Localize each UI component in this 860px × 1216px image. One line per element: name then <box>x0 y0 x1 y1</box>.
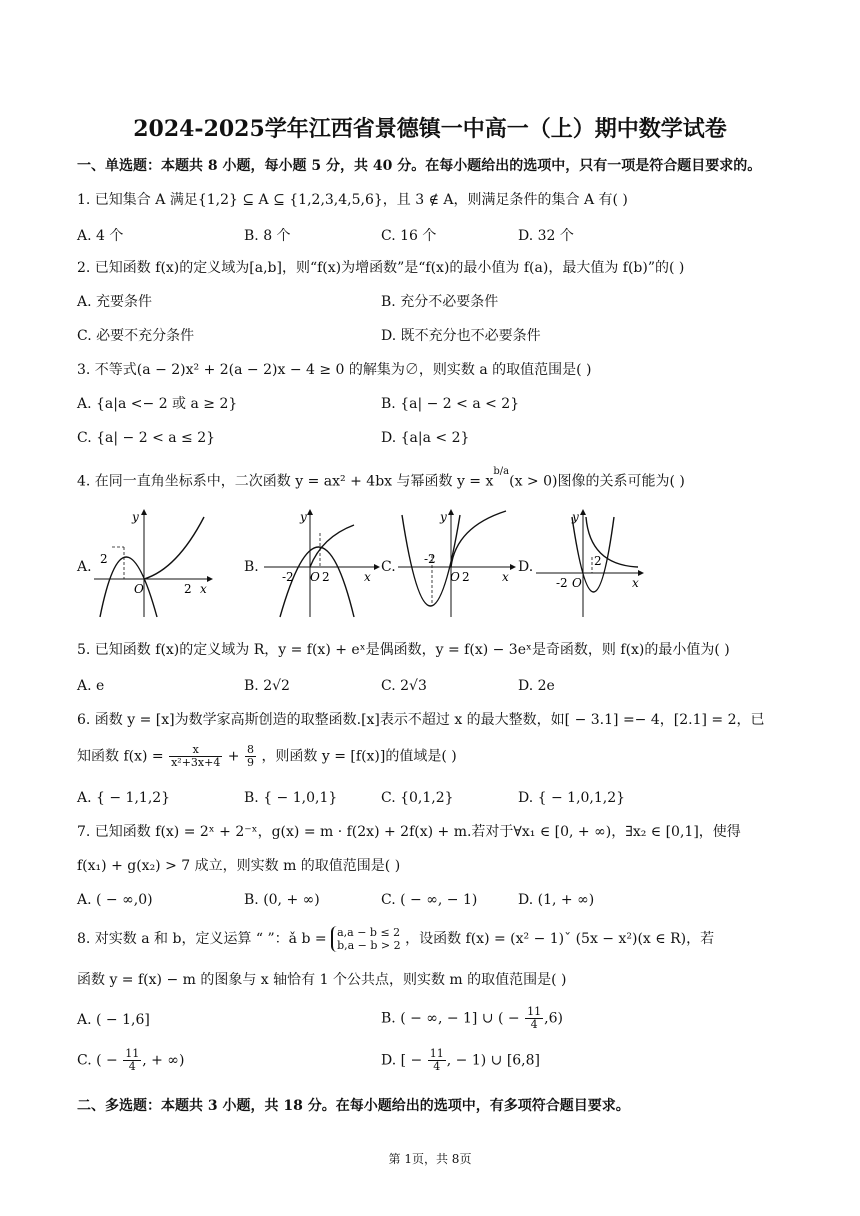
q8-optd-part-a: D. [ − <box>381 1052 423 1069</box>
q4-graph-b <box>262 507 382 621</box>
graph-b-y: y <box>300 510 307 524</box>
section-1-heading: 一、单选题：本题共 8 小题，每小题 5 分，共 40 分。在每小题给出的选项中，只有一项是符合题目要求的。 <box>77 158 762 174</box>
graph-b-origin: O <box>310 570 320 584</box>
q8-optd-part-b: , − 1) ∪ [6,8] <box>446 1052 541 1069</box>
q8-optb-num: 11 <box>527 1005 542 1018</box>
question-8-stem-line-2: 函数 y = f(x) − m 的图象与 x 轴恰有 1 个公共点，则实数 m 的取值范围是( ) <box>77 972 567 988</box>
q4-graph-c <box>396 507 518 621</box>
q1-option-b[interactable]: B. 8 个 <box>244 228 291 244</box>
graph-c-x: x <box>502 570 509 584</box>
graph-a-y: y <box>132 510 139 524</box>
question-1-stem: 1. 已知集合 A 满足{1,2} ⊆ A ⊆ {1,2,3,4,5,6}，且 3 ∉ A，则满足条件的集合 A 有( ) <box>77 192 628 208</box>
q5-option-d[interactable]: D. 2e <box>518 678 555 694</box>
q8-case-2: b,a − b > 2 <box>337 939 401 952</box>
graph-b-x: x <box>364 570 371 584</box>
question-4-stem <box>77 468 685 492</box>
q6-stem-part-a: 知函数 f(x) = <box>77 748 164 765</box>
q4-stem-part-b: (x > 0)图像的关系可能为( ) <box>509 473 685 490</box>
q8-optc-part-a: C. ( − <box>77 1052 118 1069</box>
q2-option-c[interactable]: C. 必要不充分条件 <box>77 328 195 344</box>
graph-b-label-1: -2 <box>282 570 294 584</box>
page-footer: 第 1页，共 8页 <box>388 1152 472 1166</box>
graph-b-label-2: 2 <box>322 570 330 584</box>
q5-option-a[interactable]: A. e <box>77 678 105 694</box>
q8-optb-den: 4 <box>530 1018 538 1031</box>
q5-option-b[interactable]: B. 2√2 <box>244 678 290 694</box>
q4-option-d[interactable]: D. <box>518 559 534 575</box>
q3-option-b[interactable]: B. {a| − 2 < a < 2} <box>381 396 520 412</box>
q6-option-b[interactable]: B. { − 1,0,1} <box>244 790 338 806</box>
q6-option-a[interactable]: A. { − 1,1,2} <box>77 790 171 806</box>
q8-optd-fraction <box>428 1048 446 1073</box>
q6-frac2-den: 9 <box>246 756 254 769</box>
q4-graph-d <box>534 507 646 621</box>
q6-fraction-1 <box>169 744 222 769</box>
graph-d-origin: O <box>572 576 582 590</box>
q8-optc-num: 11 <box>125 1047 140 1060</box>
q6-stem-part-b: ，则函数 y = [f(x)]的值域是( ) <box>261 748 457 765</box>
q4-option-a[interactable]: A. <box>77 559 92 575</box>
q8-option-b[interactable] <box>381 1006 563 1031</box>
q8-piecewise <box>331 926 401 952</box>
q8-optd-den: 4 <box>433 1060 441 1073</box>
graph-c-origin: O <box>450 570 460 584</box>
question-5-stem: 5. 已知函数 f(x)的定义域为 R，y = f(x) + eˣ是偶函数，y = f(x) − 3eˣ是奇函数，则 f(x)的最小值为( ) <box>77 642 730 658</box>
q4-exponent: b/a <box>493 466 510 477</box>
q6-frac1-num: x <box>169 744 222 757</box>
question-2-stem: 2. 已知函数 f(x)的定义域为[a,b]，则“f(x)为增函数”是“f(x)的最小值为 f(a)，最大值为 f(b)”的( ) <box>77 260 685 276</box>
question-6-stem-line-1: 6. 函数 y = [x]为数学家高斯创造的取整函数.[x]表示不超过 x 的最大整数，如[ − 3.1] =− 4，[2.1] = 2，已 <box>77 712 765 728</box>
q7-option-a[interactable]: A. ( − ∞,0) <box>77 892 153 908</box>
q6-option-c[interactable]: C. {0,1,2} <box>381 790 454 806</box>
q8-option-c[interactable] <box>77 1048 184 1073</box>
graph-d-y: y <box>572 510 579 524</box>
q8-option-d[interactable] <box>381 1048 540 1073</box>
graph-a-x: x <box>200 582 207 596</box>
q3-option-d[interactable]: D. {a|a < 2} <box>381 430 470 446</box>
q4-graph-a <box>92 507 214 621</box>
q6-frac1-den: x²+3x+4 <box>171 756 221 769</box>
question-6-stem-line-2 <box>77 744 457 769</box>
q6-frac2-num: 8 <box>246 743 254 756</box>
q1-option-d[interactable]: D. 32 个 <box>518 228 574 244</box>
question-3-stem: 3. 不等式(a − 2)x² + 2(a − 2)x − 4 ≥ 0 的解集为∅，则实数 a 的取值范围是( ) <box>77 362 592 378</box>
q7-option-d[interactable]: D. (1, + ∞) <box>518 892 595 908</box>
graph-a-origin: O <box>134 582 144 596</box>
q8-optc-den: 4 <box>128 1060 136 1073</box>
graph-d-label-2: 2 <box>594 554 602 568</box>
graph-c-label-2: 2 <box>462 570 470 584</box>
q6-plus: + <box>227 748 240 765</box>
q8-optc-fraction <box>123 1048 141 1073</box>
q2-option-b[interactable]: B. 充分不必要条件 <box>381 294 499 310</box>
q3-option-a[interactable]: A. {a|a <− 2 或 a ≥ 2} <box>77 396 238 412</box>
q6-fraction-2 <box>245 744 256 769</box>
graph-d-x: x <box>632 576 639 590</box>
page-title: 2024-2025学年江西省景德镇一中高一（上）期中数学试卷 <box>133 116 727 142</box>
q8-stem-part-b: ，设函数 f(x) = (x² − 1)ˇ (5x − x²)(x ∈ R)，若 <box>405 931 715 947</box>
q4-stem-part-a: 4. 在同一直角坐标系中，二次函数 y = ax² + 4bx 与幂函数 y = x <box>77 473 494 490</box>
q2-option-d[interactable]: D. 既不充分也不必要条件 <box>381 328 541 344</box>
q8-optd-num: 11 <box>429 1047 444 1060</box>
question-7-stem-line-2: f(x₁) + g(x₂) > 7 成立，则实数 m 的取值范围是( ) <box>77 858 401 874</box>
graph-a-label-2: 2 <box>184 582 192 596</box>
graph-c-y: y <box>440 510 447 524</box>
q8-case-1: a,a − b ≤ 2 <box>337 926 401 939</box>
q8-option-a[interactable]: A. ( − 1,6] <box>77 1012 150 1028</box>
question-8-stem-line-1 <box>77 926 714 952</box>
q8-optc-part-b: , + ∞) <box>142 1052 185 1069</box>
graph-c-label-1: -2 <box>424 552 436 566</box>
q1-option-a[interactable]: A. 4 个 <box>77 228 124 244</box>
q2-option-a[interactable]: A. 充要条件 <box>77 294 153 310</box>
q4-option-b[interactable]: B. <box>244 559 259 575</box>
q7-option-c[interactable]: C. ( − ∞, − 1) <box>381 892 478 908</box>
q8-optb-part-b: ,6) <box>544 1010 563 1027</box>
q8-stem-part-a: 8. 对实数 a 和 b，定义运算 “ ”：ǎ b = <box>77 931 327 947</box>
q5-option-c[interactable]: C. 2√3 <box>381 678 427 694</box>
q8-optb-part-a: B. ( − ∞, − 1] ∪ ( − <box>381 1010 520 1027</box>
question-7-stem-line-1: 7. 已知函数 f(x) = 2ˣ + 2⁻ˣ，g(x) = m · f(2x) + 2f(x) + m.若对于∀x₁ ∈ [0, + ∞)，∃x₂ ∈ [0,1]，使得 <box>77 824 741 840</box>
graph-d-label-1: -2 <box>556 576 568 590</box>
q1-option-c[interactable]: C. 16 个 <box>381 228 437 244</box>
graph-a-label-1: 2 <box>100 552 108 566</box>
section-2-heading: 二、多选题：本题共 3 小题，共 18 分。在每小题给出的选项中，有多项符合题目要求。 <box>77 1098 630 1114</box>
q6-option-d[interactable]: D. { − 1,0,1,2} <box>518 790 626 806</box>
q3-option-c[interactable]: C. {a| − 2 < a ≤ 2} <box>77 430 216 446</box>
q4-option-c[interactable]: C. <box>381 559 396 575</box>
q8-optb-fraction <box>525 1006 543 1031</box>
q7-option-b[interactable]: B. (0, + ∞) <box>244 892 320 908</box>
